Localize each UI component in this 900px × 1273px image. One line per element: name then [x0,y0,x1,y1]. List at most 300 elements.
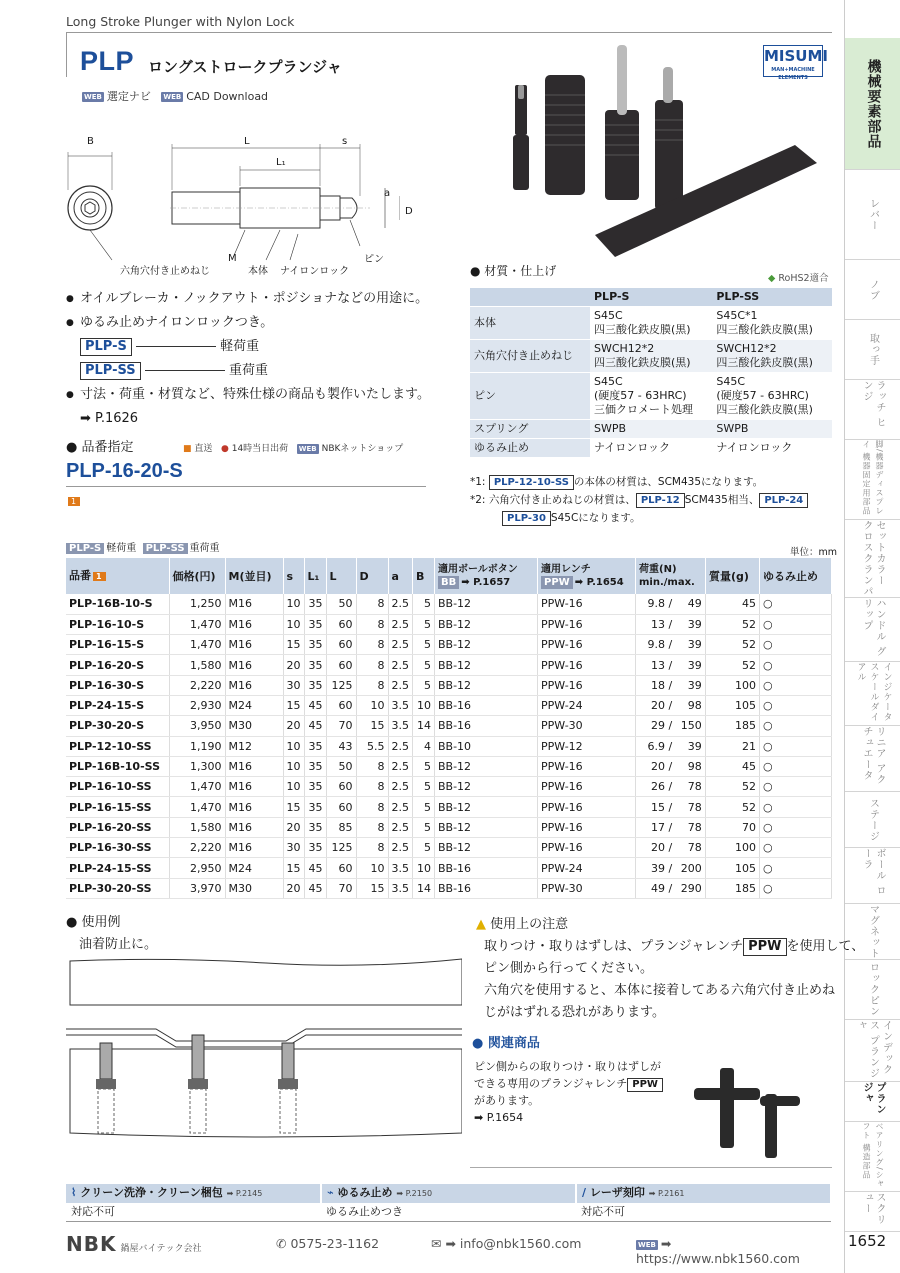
feature-list [66,287,430,431]
dim-B: B [87,136,94,147]
logo-text: MISUMI [764,47,828,65]
label-M: M [228,253,237,264]
table-cell: 60 [326,695,356,715]
table-cell: 35 [304,675,326,695]
table-cell: PPW-16 [538,655,636,675]
table-cell: ○ [760,736,832,756]
material-table: PLP-S PLP-SS 本体 S45C 四三酸化鉄皮膜(黒) S45C*1 四三酸化鉄皮膜(黒) 六角穴付き止めねじ SWCH12*2 四三酸化鉄皮膜(黒) SWCH12*2 四三酸化鉄皮膜(黒) ピン S45C (硬度57 - 63HRC) 三価クロメート処理 S45C (硬度57 - 63HRC) 四三酸化鉄皮膜(黒) スプリング SWPB SWPB ゆるみ止め ナイロンロック ナイロンロック [470,288,832,458]
table-cell: 1,470 [169,797,225,817]
related-heading: ● 関連商品 [472,1036,540,1051]
dim-D: D [405,206,413,217]
table-cell: PPW-16 [538,777,636,797]
label-nylon: ナイロンロック [280,266,350,277]
table-cell: PPW-24 [538,695,636,715]
load-cell: 20 / 98 [636,695,706,715]
dim-s: s [342,136,348,147]
label-pin: ピン [364,254,384,265]
part-number-cell: PLP-24-15-SS [66,858,169,878]
table-cell: 3,950 [169,716,225,736]
web-badge: WEB [84,93,102,101]
part-number-cell: PLP-16-20-SS [66,817,169,837]
usage-illustration [66,955,462,1140]
table-cell: 15 [283,858,304,878]
table-cell: 2,220 [169,675,225,695]
dim-L1: L₁ [276,157,286,168]
part-number-cell: PLP-12-10-SS [66,736,169,756]
sidebar-item-plunger[interactable]: プランジャ [845,1082,900,1122]
variant-desc: 軽荷重 [220,339,260,354]
table-cell: ○ [760,716,832,736]
table-cell: M12 [225,736,283,756]
load-cell: 9.8 / 39 [636,635,706,655]
variant-code: PLP-SS [80,362,141,380]
table-cell: 20 [283,878,304,898]
table-cell: 5 [413,635,435,655]
nbk-logo: NBK [66,1232,117,1256]
table-cell: 50 [326,594,356,614]
phone-icon: ✆ [276,1236,287,1251]
clock-icon: ● [221,444,229,454]
table-cell: 8 [356,635,388,655]
ref-link[interactable]: ➡ P.1626 [80,411,139,426]
sidebar-item-set-collar[interactable]: セットカラー クロスクランパ [845,520,900,598]
table-cell: BB-12 [435,675,538,695]
table-cell: 8 [356,675,388,695]
options-table: ⌇ クリーン洗浄・クリーン梱包 ➡ P.2145 ⌁ ゆるみ止め ➡ P.2150 ∕ レーザ刻印 ➡ P.2161 対応不可 ゆるみ止めつき 対応不可 [66,1184,832,1222]
table-cell: 70 [706,817,760,837]
table-cell: BB-12 [435,594,538,614]
table-cell: 52 [706,614,760,634]
sidebar-item-lever[interactable]: レバー [845,170,900,260]
product-table: 品番 1 価格(円) M(並目) s L₁ L D a B 適用ボールボタン BB ➡ P.1657 適用レンチ PPW ➡ P.1654 荷重(N) min./max. 質量(g) ゆるみ止め PLP-16B-10-S 1,250 M16 10 35 50 8 2.5 5 BB-12 PPW-16 9.8 / 49 45 ○ PLP-16-10-S 1,470 M16 10 35 60 8 2.5 5 BB-12 PPW-16 13 / 39 52 ○ PLP-16-15-S 1,470 M16 15 35 60 8 2.5 5 BB-12 PPW-16 9.8 / 39 52 ○ PLP-16-20-S 1,580 M16 20 35 60 8 2.5 5 BB-12 PPW-16 13 / 39 52 ○ PLP-16-30-S 2,220 M16 30 35 125 8 2.5 5 BB-12 PPW-16 18 / 39 100 ○ PLP-24-15-S 2,930 M24 15 45 60 10 3.5 10 BB-16 PPW-24 20 / 98 105 ○ PLP-30-20-S 3,950 M30 20 45 70 15 3.5 14 BB-16 PPW-30 29 / 150 185 ○ PLP-12-10-SS 1,190 M12 10 35 43 5.5 2.5 4 BB-10 PPW-12 6.9 / 39 21 ○ PLP-16B-10-SS 1,300 M16 10 35 50 8 2.5 5 BB-12 PPW-16 20 / 98 45 ○ PLP-16-10-SS 1,470 M16 10 35 60 8 2.5 5 BB-12 PPW-16 26 / 78 52 ○ PLP-16-15-SS 1,470 M16 15 35 60 8 2.5 5 BB-12 PPW-16 15 / 78 52 ○ PLP-16-20-SS 1,580 M16 20 35 85 8 2.5 5 BB-12 PPW-16 17 / 78 70 ○ PLP-16-30-SS 2,220 M16 30 35 125 8 2.5 5 BB-12 PPW-16 20 / 78 100 ○ PLP-24-15-SS 2,950 M24 15 45 60 10 3.5 10 BB-16 PPW-24 39 / 200 105 ○ PLP-30-20-SS 3,970 M30 20 45 70 15 3.5 14 BB-16 PPW-30 49 / 290 185 ○ [66,558,832,899]
part-number-cell: PLP-16-15-S [66,635,169,655]
table-cell: 1,470 [169,614,225,634]
load-cell: 20 / 78 [636,838,706,858]
sidebar-item-ball-roller[interactable]: ボール ローラ [845,848,900,904]
variant-desc: 重荷重 [228,363,268,378]
table-cell: 2.5 [388,736,413,756]
table-cell: 8 [356,655,388,675]
table-cell: 70 [326,716,356,736]
sidebar-item-feet[interactable]: 脚/機器ディスプレイ 機器固定用部品 [845,440,900,520]
table-cell: PPW-16 [538,614,636,634]
table-cell: 45 [304,716,326,736]
load-cell: 20 / 98 [636,756,706,776]
table-cell: 8 [356,756,388,776]
part-number-cell: PLP-16-30-SS [66,838,169,858]
table-cell: 5 [413,838,435,858]
load-cell: 13 / 39 [636,655,706,675]
header-subtitle: Long Stroke Plunger with Nylon Lock [66,14,295,29]
table-cell: ○ [760,695,832,715]
part-number-cell: PLP-16-10-SS [66,777,169,797]
table-cell: 2.5 [388,655,413,675]
table-cell: 15 [283,635,304,655]
table-cell: M16 [225,756,283,776]
table-cell: M16 [225,594,283,614]
table-cell: 2.5 [388,635,413,655]
table-cell: BB-16 [435,878,538,898]
part-number-cell: PLP-16-10-S [66,614,169,634]
table-cell: 10 [356,695,388,715]
table-cell: 2.5 [388,756,413,776]
table-cell: 5 [413,797,435,817]
table-cell: 45 [304,695,326,715]
table-cell: ○ [760,675,832,695]
table-cell: 2.5 [388,817,413,837]
table-cell: 60 [326,797,356,817]
nav-selection-link[interactable]: 選定ナビ [106,90,151,103]
page-number: 1652 [848,1232,887,1250]
leaf-icon: ◆ [768,273,776,284]
table-row [66,716,832,736]
table-cell: BB-12 [435,614,538,634]
table-cell: BB-12 [435,655,538,675]
arrow-icon: ➡ [80,411,91,426]
table-cell: 5 [413,594,435,614]
usage-section: ● 使用例 油着防止に。 [66,915,158,952]
table-cell: 3.5 [388,878,413,898]
table-cell: 10 [283,756,304,776]
table-cell: 185 [706,878,760,898]
table-cell: M16 [225,614,283,634]
order-heading: ● 品番指定 [66,440,134,455]
table-cell: 1,190 [169,736,225,756]
table-row [66,594,832,614]
table-cell: PPW-12 [538,736,636,756]
truck-icon: ■ [183,444,192,454]
part-number-cell: PLP-16-20-S [66,655,169,675]
table-cell: PPW-16 [538,635,636,655]
table-cell: 15 [283,695,304,715]
table-cell: 60 [326,635,356,655]
table-cell: M16 [225,655,283,675]
table-cell: M24 [225,695,283,715]
table-cell: ○ [760,838,832,858]
dim-a: a [384,188,391,199]
table-cell: ○ [760,878,832,898]
dim-L: L [244,136,250,147]
table-cell: 2.5 [388,797,413,817]
table-cell: 8 [356,777,388,797]
table-cell: ○ [760,614,832,634]
table-cell: 5 [413,675,435,695]
table-cell: M16 [225,777,283,797]
table-cell: PPW-30 [538,878,636,898]
table-cell: ○ [760,797,832,817]
table-cell: 35 [304,777,326,797]
sidebar-item-magnet[interactable]: マグネット [845,904,900,960]
table-cell: M30 [225,878,283,898]
table-cell: PPW-16 [538,797,636,817]
sidebar-item-lock-pin[interactable]: ロックピン [845,960,900,1020]
load-cell: 18 / 39 [636,675,706,695]
table-cell: M16 [225,797,283,817]
table-cell: 5 [413,777,435,797]
table-cell: 60 [326,655,356,675]
table-cell: 52 [706,655,760,675]
table-cell: 4 [413,736,435,756]
table-cell: PPW-16 [538,838,636,858]
table-cell: BB-16 [435,716,538,736]
table-cell: 20 [283,817,304,837]
net-shop-link[interactable]: NBKネットショップ [321,444,404,454]
table-cell: 52 [706,797,760,817]
table-cell: 35 [304,797,326,817]
table-cell: 10 [413,695,435,715]
table-cell: 2.5 [388,675,413,695]
load-cell: 29 / 150 [636,716,706,736]
table-cell: 30 [283,675,304,695]
table-cell: 35 [304,756,326,776]
table-row [66,797,832,817]
table-cell: ○ [760,817,832,837]
table-cell: ○ [760,858,832,878]
table-cell: 35 [304,594,326,614]
table-row [66,878,832,898]
table-cell: 60 [326,858,356,878]
table-cell: BB-12 [435,797,538,817]
table-cell: 70 [326,878,356,898]
table-cell: BB-16 [435,695,538,715]
wrench-photo [690,1060,810,1165]
table-cell: M16 [225,675,283,695]
laser-icon: ∕ [582,1186,587,1199]
table-cell: 60 [326,777,356,797]
table-cell: 2.5 [388,777,413,797]
table-cell: 2,220 [169,838,225,858]
nav-links [82,88,268,104]
table-cell: 8 [356,594,388,614]
category-sidebar [844,0,900,1273]
table-cell: 20 [283,655,304,675]
table-cell: 1,580 [169,817,225,837]
table-row [66,736,832,756]
table-cell: 8 [356,797,388,817]
label-body: 本体 [248,266,268,277]
sidebar-item-machine-elements[interactable]: 機械要素部品 [845,38,900,170]
table-cell: 21 [706,736,760,756]
product-code: PLP [80,46,135,76]
sidebar-item-actuator[interactable]: リニア アクチュエータ [845,726,900,792]
feature-item: ● ゆるみ止めナイロンロックつき。 [66,311,430,335]
header-vrule [66,32,67,77]
table-row [66,858,832,878]
table-cell: BB-12 [435,838,538,858]
table-cell: 105 [706,858,760,878]
table-cell: 1,580 [169,655,225,675]
table-cell: 5 [413,655,435,675]
table-cell: 2.5 [388,594,413,614]
related-page-link[interactable]: ➡ P.1654 [474,1111,524,1124]
table-cell: PPW-16 [538,675,636,695]
load-cell: 39 / 200 [636,858,706,878]
nav-cad-link[interactable]: CAD Download [186,90,269,103]
unit-label: 単位：mm [790,547,838,558]
table-cell: 15 [356,716,388,736]
table-cell: 20 [283,716,304,736]
table-cell: 60 [326,614,356,634]
table-cell: ○ [760,635,832,655]
table-cell: BB-12 [435,817,538,837]
part-number-cell: PLP-16B-10-S [66,594,169,614]
table-cell: BB-12 [435,635,538,655]
table-cell: 10 [283,736,304,756]
table-cell: 10 [356,858,388,878]
sidebar-item-grip[interactable]: ハンドル グリップ [845,598,900,662]
table-cell: BB-12 [435,756,538,776]
table-row [66,655,832,675]
table-cell: 8 [356,817,388,837]
logo-subtext: MAN+MACHINE ELEMENTS [771,67,815,81]
related-text: ピン側からの取りつけ・取りはずしが できる専用のプランジャレンチ PPW があります。 ➡ P.1654 [474,1060,661,1124]
table-cell: 1,250 [169,594,225,614]
table-cell: M16 [225,635,283,655]
table-cell: 5 [413,756,435,776]
table-cell: 14 [413,716,435,736]
table-cell: 1,470 [169,635,225,655]
sidebar-item-bearing[interactable]: ベアリング/シャフト 構造部品 [845,1122,900,1192]
table-cell: 10 [283,594,304,614]
table-cell: 105 [706,695,760,715]
table-cell: 14 [413,878,435,898]
order-badges: ■ 直送 ● 14時当日出荷 WEB NBKネットショップ [183,444,404,454]
table-cell: 8 [356,838,388,858]
table-cell: 10 [413,858,435,878]
product-photo [495,35,835,265]
table-row [66,838,832,858]
table-cell: 45 [706,756,760,776]
table-cell: 3.5 [388,716,413,736]
table-cell: BB-16 [435,858,538,878]
col-plp-ss: PLP-SS [712,288,832,307]
table-cell: 2.5 [388,838,413,858]
col-plp-s: PLP-S [590,288,712,307]
table-cell: 5.5 [356,736,388,756]
table-cell: 3.5 [388,695,413,715]
table-row [66,756,832,776]
sidebar-item-index-plunger[interactable]: インデックス プランジャ [845,1020,900,1082]
table-row [66,675,832,695]
table-cell: 15 [283,797,304,817]
header-rule [66,32,832,33]
table-cell: 30 [283,838,304,858]
table-cell: 125 [326,838,356,858]
table-row [66,614,832,634]
label-hex-screw: 六角穴付き止めねじ [120,266,210,277]
part-number-example: PLP-16-20-S [66,460,183,482]
sidebar-item-screw[interactable]: スクリュー [845,1192,900,1232]
load-cell: 49 / 290 [636,878,706,898]
part-marker: 1 [66,494,80,507]
table-cell: 35 [304,736,326,756]
table-cell: M30 [225,716,283,736]
sidebar-item-latch[interactable]: ラッチ ヒンジ [845,380,900,440]
table-cell: 2,950 [169,858,225,878]
table-cell: 50 [326,756,356,776]
table-cell: ○ [760,594,832,614]
web-badge: WEB [298,444,317,453]
table-cell: ○ [760,655,832,675]
table-cell: 2,930 [169,695,225,715]
table-cell: 43 [326,736,356,756]
load-cell: 6.9 / 39 [636,736,706,756]
material-notes: *1: PLP-12-10-SS の本体の材質は、SCM435になります。 *2: 六角穴付き止めねじの材質は、 PLP-12 SCM435相当、 PLP-24 PLP-30 S45Cになります。 [470,473,808,527]
table-cell: 52 [706,777,760,797]
material-heading: ● 材質・仕上げ [470,264,557,278]
table-cell: BB-12 [435,777,538,797]
table-row [66,695,832,715]
sidebar-item-stage[interactable]: ステージ [845,792,900,848]
lock-icon: ⌁ [327,1186,334,1199]
part-number-cell: PLP-30-20-S [66,716,169,736]
rohs-badge: ◆ RoHS2適合 [768,273,829,284]
table-cell: PPW-16 [538,756,636,776]
table-cell: 1,470 [169,777,225,797]
table-cell: 1,300 [169,756,225,776]
variant-code: PLP-S [80,338,132,356]
page-title: ロングストロークプランジャ [148,58,342,76]
caution-section: ▲ 使用上の注意 取りつけ・取りはずしは、プランジャレンチ PPW を使用して、 ピン側から行ってください。 六角穴を使用すると、本体に接着してある六角穴付き止めね じがはずれる恐れがあります。 [476,917,865,1020]
part-number-cell: PLP-24-15-S [66,695,169,715]
part-number-cell: PLP-16-15-SS [66,797,169,817]
web-badge: WEB [638,1240,656,1249]
mail-icon: ✉ [431,1236,442,1251]
load-cell: 15 / 78 [636,797,706,817]
table-row [66,635,832,655]
table-cell: 5 [413,614,435,634]
sidebar-item-indicator[interactable]: インジケータ スケールダイアル [845,662,900,726]
feature-item: ● オイルブレーカ・ノックアウト・ポジショナなどの用途に。 [66,287,430,311]
table-cell: 5 [413,817,435,837]
clean-icon: ⌇ [71,1186,77,1199]
table-cell: ○ [760,777,832,797]
table-cell: 45 [304,878,326,898]
table-cell: 35 [304,817,326,837]
contact-bar: NBK 鍋屋バイテック会社 ✆ 0575-23-1162 ✉ ➡ info@nbk1560.com WEB ➡ https://www.nbk1560.com [66,1232,800,1266]
table-cell: 2.5 [388,614,413,634]
part-number-cell: PLP-30-20-SS [66,878,169,898]
table-cell: 100 [706,838,760,858]
web-badge: WEB [163,93,182,101]
table-cell: 10 [283,614,304,634]
table-cell: 125 [326,675,356,695]
table-cell: PPW-24 [538,858,636,878]
table-cell: 35 [304,614,326,634]
part-number-cell: PLP-16B-10-SS [66,756,169,776]
load-cell: 13 / 39 [636,614,706,634]
table-cell: 85 [326,817,356,837]
table-cell: M16 [225,817,283,837]
table-cell: 45 [304,858,326,878]
sidebar-item-knob[interactable]: ノブ [845,260,900,320]
sidebar-item-handle[interactable]: 取っ手 [845,320,900,380]
table-cell: 35 [304,635,326,655]
table-cell: PPW-16 [538,594,636,614]
variant-row [66,335,430,359]
table-cell: ○ [760,756,832,776]
table-row [66,777,832,797]
table-cell: PPW-16 [538,817,636,837]
table-cell: 8 [356,614,388,634]
table-cell: 10 [283,777,304,797]
table-cell: 45 [706,594,760,614]
table-cell: 3.5 [388,858,413,878]
table-cell: 35 [304,655,326,675]
part-number-cell: PLP-16-30-S [66,675,169,695]
table-cell: M24 [225,858,283,878]
table-cell: BB-10 [435,736,538,756]
